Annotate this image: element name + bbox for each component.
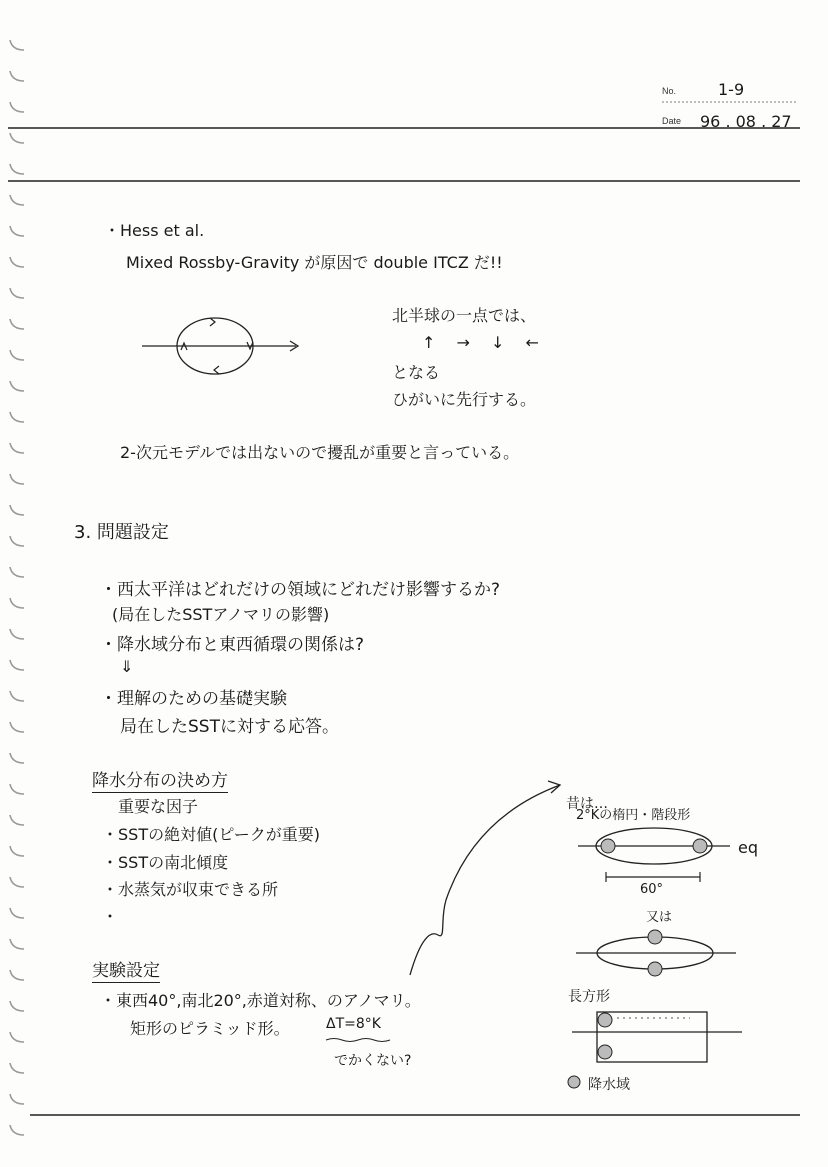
problem-q1: ・西太平洋はどれだけの領域にどれだけ影響するか? [100,580,501,600]
no-label: No. [662,86,677,96]
experiment-item-1: ・東西40°,南北20°,赤道対称、のアノマリ。 [100,991,421,1010]
precip-item-2: ・SSTの南北傾度 [102,853,229,872]
becomes-text: となる [392,363,441,382]
precip-item-4: ・ [102,907,119,926]
or-label: 又は [646,910,673,925]
date-label: Date [662,116,682,126]
eq-label: eq [738,838,758,857]
experiment-heading: 実験設定 [92,956,160,983]
problem-q2: ・降水域分布と東西循環の関係は? [100,635,365,655]
precip-important: 重要な因子 [118,797,199,816]
down-arrow: ⇓ [120,657,134,676]
hess-line: Mixed Rossby-Gravity が原因で double ITCZ だ!! [126,253,503,272]
hess-title: ・Hess et al. [104,221,205,240]
diagram-ellipse-label: 2°Kの楕円・階段形 [576,808,691,823]
precip-heading: 降水分布の決め方 [92,766,228,793]
note-date: 96 . 08 . 27 [700,112,792,131]
precedes-text: ひがいに先行する。 [392,390,537,409]
precip-item-1: ・SSTの絶対値(ピークが重要) [102,825,320,844]
legend-label: 降水域 [588,1077,630,1093]
problem-heading: 3. 問題設定 [74,522,169,543]
experiment-item-2: 矩形のピラミッド形。 [130,1019,290,1038]
experiment-delta-t: ΔT=8°K [326,1016,381,1032]
problem-a1-sub: 局在したSSTに対する応答。 [120,717,339,737]
problem-q1-sub: (局在したSSTアノマリの影響) [112,605,330,624]
problem-a1: ・理解のための基礎実験 [100,689,287,709]
hess-conclusion: 2-次元モデルでは出ないので擾乱が重要と言っている。 [120,443,520,462]
phase-arrows: ↑ → ↓ ← [422,333,547,352]
width-label: 60° [640,882,664,897]
diagram-top-label: 昔は… [566,796,608,812]
note-number: 1-9 [718,80,745,99]
experiment-question: でかくない? [334,1053,412,1069]
rect-label: 長方形 [568,989,610,1005]
nh-point: 北半球の一点では、 [392,306,537,325]
precip-item-3: ・水蒸気が収束できる所 [102,880,279,899]
